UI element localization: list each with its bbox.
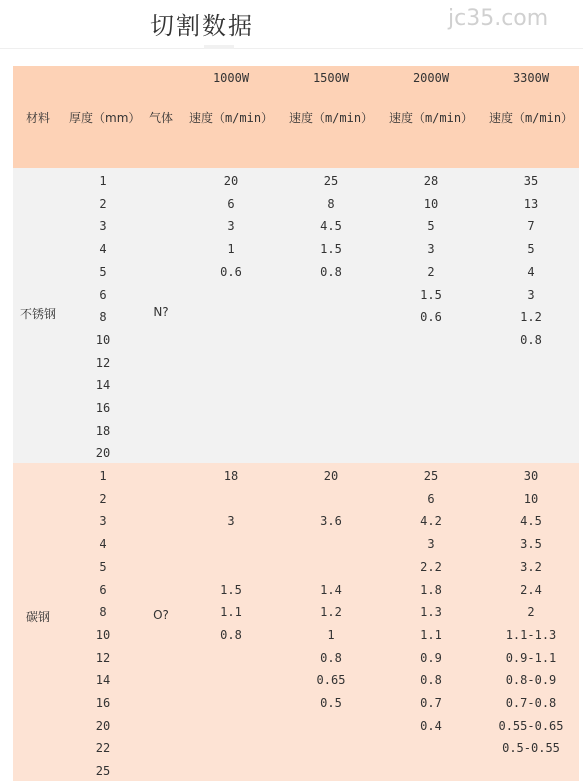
- thickness-cell: 10: [95, 627, 111, 642]
- table-row: [13, 193, 579, 216]
- speed-1500w-cell: 8: [327, 196, 335, 211]
- speed-3300w-cell: 0.7-0.8: [505, 696, 557, 710]
- thickness-cell: 5: [99, 264, 107, 279]
- table-row: [13, 170, 579, 193]
- speed-3300w-cell: 30: [523, 469, 539, 483]
- thickness-cell: 1: [99, 469, 107, 483]
- speed-3300w-cell: 2: [527, 605, 535, 620]
- thickness-cell: 16: [95, 696, 111, 710]
- speed-1500w-cell: 20: [323, 469, 339, 483]
- table-row: [13, 556, 579, 579]
- speed-1000w-cell: 0.8: [220, 627, 242, 642]
- page-title: 切割数据: [150, 12, 254, 40]
- speed-2000w-cell: 0.7: [420, 696, 442, 710]
- table-row: [13, 579, 579, 602]
- speed-2000w-cell: 0.9: [420, 650, 442, 665]
- speed-3300w-cell: 3: [527, 287, 535, 302]
- speed-2000w-cell: 0.4: [420, 718, 442, 733]
- thickness-cell: 14: [95, 378, 111, 393]
- thickness-cell: 16: [95, 401, 111, 415]
- table-row: [13, 465, 579, 488]
- table-row: [13, 374, 579, 397]
- speed-1500w-cell: 1.5: [320, 242, 342, 257]
- carbon-steel-section: [13, 463, 579, 781]
- thickness-cell: 5: [99, 559, 107, 574]
- table-row: [13, 624, 579, 647]
- speed-header-2000w: 速度（m/min）: [388, 111, 474, 125]
- table-row: [13, 647, 579, 670]
- speed-2000w-cell: 25: [423, 469, 439, 483]
- thickness-cell: 14: [95, 673, 111, 688]
- thickness-cell: 12: [95, 650, 111, 665]
- table-row: [13, 284, 579, 307]
- thickness-cell: 2: [99, 196, 107, 211]
- table-row: [13, 533, 579, 556]
- thickness-cell: 3: [99, 219, 107, 234]
- material-label: 碳钢: [25, 610, 50, 624]
- power-header-1500w: 1500W: [312, 71, 350, 85]
- speed-1500w-cell: 0.8: [320, 264, 342, 279]
- speed-1500w-cell: 4.5: [320, 219, 342, 234]
- table-row: [13, 669, 579, 692]
- table-row: [13, 692, 579, 715]
- thickness-cell: 10: [95, 332, 111, 347]
- thickness-cell: 4: [99, 242, 107, 257]
- thickness-cell: 1: [99, 174, 107, 188]
- material-column-header: 材料: [25, 111, 50, 125]
- stainless-steel-section: [13, 168, 579, 463]
- speed-3300w-cell: 7: [527, 219, 535, 234]
- speed-3300w-cell: 4: [527, 264, 535, 279]
- power-header-2000w: 2000W: [412, 71, 450, 85]
- speed-1500w-cell: 3.6: [320, 514, 342, 529]
- gas-label: O?: [153, 608, 169, 622]
- speed-2000w-cell: 1.1: [420, 627, 442, 642]
- thickness-cell: 12: [95, 355, 111, 370]
- speed-3300w-cell: 1.2: [520, 310, 542, 325]
- thickness-cell: 3: [99, 514, 107, 529]
- power-header-3300w: 3300W: [512, 71, 550, 85]
- table-row: [13, 715, 579, 738]
- speed-1000w-cell: 6: [227, 196, 235, 211]
- power-header-1000w: 1000W: [212, 71, 250, 85]
- speed-1500w-cell: 0.8: [320, 650, 342, 665]
- table-row: [13, 329, 579, 352]
- speed-3300w-cell: 10: [523, 491, 539, 506]
- thickness-column-header: 厚度（mm）: [69, 111, 141, 125]
- speed-1000w-cell: 3: [227, 514, 235, 529]
- table-row: [13, 215, 579, 238]
- thickness-cell: 25: [95, 764, 111, 779]
- speed-3300w-cell: 1.1-1.3: [505, 627, 557, 642]
- speed-2000w-cell: 4.2: [420, 514, 442, 529]
- speed-3300w-cell: 0.55-0.65: [498, 718, 564, 733]
- table-row: [13, 601, 579, 624]
- speed-3300w-cell: 2.4: [520, 582, 542, 597]
- speed-1000w-cell: 1: [227, 242, 235, 257]
- speed-3300w-cell: 3.2: [520, 559, 542, 574]
- speed-3300w-cell: 5: [527, 242, 535, 257]
- speed-1500w-cell: 0.5: [320, 696, 342, 710]
- table-row: [13, 238, 579, 261]
- speed-3300w-cell: 0.9-1.1: [505, 650, 557, 665]
- speed-2000w-cell: 5: [427, 219, 435, 234]
- speed-1000w-cell: 0.6: [220, 264, 242, 279]
- thickness-cell: 22: [95, 741, 111, 756]
- speed-3300w-cell: 0.5-0.55: [502, 741, 560, 756]
- speed-2000w-cell: 1.5: [420, 287, 442, 302]
- table-row: [13, 397, 579, 420]
- speed-2000w-cell: 28: [423, 174, 439, 188]
- table-row: [13, 352, 579, 375]
- speed-1000w-cell: 18: [223, 469, 239, 483]
- speed-1000w-cell: 20: [223, 174, 239, 188]
- speed-3300w-cell: 4.5: [520, 514, 542, 529]
- table-row: [13, 760, 579, 783]
- speed-2000w-cell: 10: [423, 196, 439, 211]
- thickness-cell: 4: [99, 537, 107, 552]
- thickness-cell: 6: [99, 582, 107, 597]
- thickness-cell: 6: [99, 287, 107, 302]
- title-divider: [0, 48, 583, 49]
- speed-2000w-cell: 2: [427, 264, 435, 279]
- table-row: [13, 306, 579, 329]
- table-row: [13, 261, 579, 284]
- speed-2000w-cell: 2.2: [420, 559, 442, 574]
- speed-1500w-cell: 25: [323, 174, 339, 188]
- thickness-cell: 2: [99, 491, 107, 506]
- speed-3300w-cell: 35: [523, 174, 539, 188]
- watermark: jc35.com: [448, 6, 549, 31]
- speed-3300w-cell: 3.5: [520, 537, 542, 552]
- gas-column-header: 气体: [148, 111, 173, 125]
- speed-1500w-cell: 1.4: [320, 582, 342, 597]
- table-row: [13, 510, 579, 533]
- speed-header-1000w: 速度（m/min）: [188, 111, 274, 125]
- table-header: [13, 66, 579, 168]
- speed-1000w-cell: 3: [227, 219, 235, 234]
- speed-header-1500w: 速度（m/min）: [288, 111, 374, 125]
- speed-header-3300w: 速度（m/min）: [488, 111, 574, 125]
- speed-1000w-cell: 1.5: [220, 582, 242, 597]
- speed-2000w-cell: 1.8: [420, 582, 442, 597]
- thickness-cell: 8: [99, 605, 107, 620]
- table-row: [13, 442, 579, 465]
- speed-2000w-cell: 0.8: [420, 673, 442, 688]
- title-divider-accent: [204, 45, 234, 49]
- speed-2000w-cell: 0.6: [420, 310, 442, 325]
- speed-2000w-cell: 6: [427, 491, 435, 506]
- speed-3300w-cell: 13: [523, 196, 539, 211]
- speed-3300w-cell: 0.8-0.9: [505, 673, 557, 688]
- table-row: [13, 488, 579, 511]
- thickness-cell: 8: [99, 310, 107, 325]
- cutting-data-table: [13, 66, 579, 781]
- thickness-cell: 20: [95, 718, 111, 733]
- speed-1500w-cell: 0.65: [316, 673, 346, 688]
- material-label: 不锈钢: [19, 307, 56, 321]
- speed-1000w-cell: 1.1: [220, 605, 242, 620]
- table-row: [13, 420, 579, 443]
- thickness-cell: 20: [95, 446, 111, 461]
- gas-label: N?: [153, 305, 169, 319]
- speed-1500w-cell: 1.2: [320, 605, 342, 620]
- speed-2000w-cell: 3: [427, 537, 435, 552]
- speed-2000w-cell: 1.3: [420, 605, 442, 620]
- speed-3300w-cell: 0.8: [520, 332, 542, 347]
- thickness-cell: 18: [95, 423, 111, 438]
- speed-1500w-cell: 1: [327, 627, 335, 642]
- speed-2000w-cell: 3: [427, 242, 435, 257]
- table-row: [13, 737, 579, 760]
